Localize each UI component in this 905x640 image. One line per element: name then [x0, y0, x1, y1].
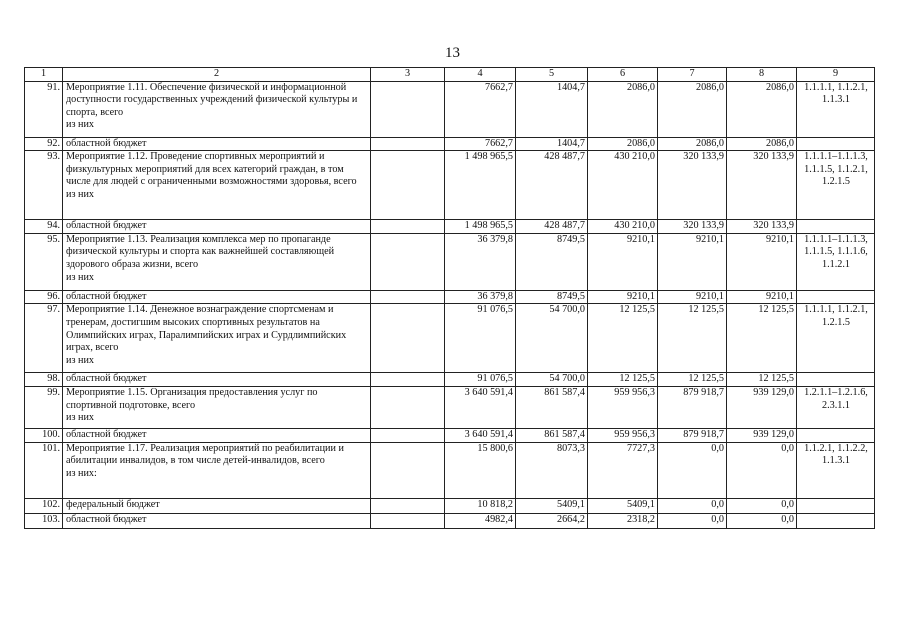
- year-4-cell: 12 125,5: [727, 373, 797, 387]
- year-1-cell: 1404,7: [516, 137, 588, 151]
- indicator-ref-cell: 1.1.1.1–1.1.1.3, 1.1.1.5, 1.1.2.1, 1.2.1.5: [797, 151, 875, 220]
- total-cell: 3 640 591,4: [445, 386, 516, 428]
- year-1-cell: 54 700,0: [516, 304, 588, 373]
- year-3-cell: 0,0: [658, 513, 727, 528]
- year-3-cell: 879 918,7: [658, 428, 727, 442]
- year-2-cell: 430 210,0: [588, 220, 658, 234]
- indicator-ref-cell: [797, 137, 875, 151]
- year-1-cell: 8073,3: [516, 442, 588, 498]
- year-4-cell: 939 129,0: [727, 386, 797, 428]
- year-4-cell: 939 129,0: [727, 428, 797, 442]
- table-row: [25, 428, 875, 442]
- indicator-ref-cell: [797, 498, 875, 513]
- total-cell: 15 800,6: [445, 442, 516, 498]
- year-2-cell: 2086,0: [588, 137, 658, 151]
- total-cell: 3 640 591,4: [445, 428, 516, 442]
- year-2-cell: 7727,3: [588, 442, 658, 498]
- item-name-cell: областной бюджет: [63, 373, 371, 387]
- year-2-cell: 959 956,3: [588, 386, 658, 428]
- row-number-cell: 100.: [25, 428, 63, 442]
- item-name-cell: областной бюджет: [63, 137, 371, 151]
- table-row: [25, 442, 875, 498]
- column-header: 8: [727, 68, 797, 82]
- year-3-cell: 9210,1: [658, 290, 727, 304]
- table-row: [25, 220, 875, 234]
- year-3-cell: 320 133,9: [658, 151, 727, 220]
- item-name-cell: Мероприятие 1.11. Обеспечение физической и информационной доступности государственных учреждений физической культуры и спорта, всего из них: [63, 81, 371, 137]
- indicator-ref-cell: 1.1.1.1–1.1.1.3, 1.1.1.5, 1.1.1.6, 1.1.2.1: [797, 233, 875, 290]
- item-name-cell: областной бюджет: [63, 290, 371, 304]
- table-row: [25, 513, 875, 528]
- total-cell: 91 076,5: [445, 304, 516, 373]
- year-3-cell: 9210,1: [658, 233, 727, 290]
- total-cell: 10 818,2: [445, 498, 516, 513]
- item-name-cell: федеральный бюджет: [63, 498, 371, 513]
- year-3-cell: 2086,0: [658, 137, 727, 151]
- indicator-ref-cell: [797, 513, 875, 528]
- year-2-cell: 9210,1: [588, 290, 658, 304]
- year-4-cell: 0,0: [727, 513, 797, 528]
- total-cell: 91 076,5: [445, 373, 516, 387]
- year-3-cell: 0,0: [658, 498, 727, 513]
- row-number-cell: 96.: [25, 290, 63, 304]
- column-3-cell: [371, 81, 445, 137]
- column-3-cell: [371, 513, 445, 528]
- row-number-cell: 99.: [25, 386, 63, 428]
- year-4-cell: 0,0: [727, 442, 797, 498]
- year-1-cell: 428 487,7: [516, 220, 588, 234]
- year-1-cell: 8749,5: [516, 290, 588, 304]
- total-cell: 4982,4: [445, 513, 516, 528]
- year-1-cell: 8749,5: [516, 233, 588, 290]
- total-cell: 1 498 965,5: [445, 151, 516, 220]
- total-cell: 7662,7: [445, 137, 516, 151]
- row-number-cell: 97.: [25, 304, 63, 373]
- row-number-cell: 94.: [25, 220, 63, 234]
- indicator-ref-cell: [797, 373, 875, 387]
- indicator-ref-cell: 1.1.1.1, 1.1.2.1, 1.2.1.5: [797, 304, 875, 373]
- year-3-cell: 320 133,9: [658, 220, 727, 234]
- column-header: 4: [445, 68, 516, 82]
- year-1-cell: 428 487,7: [516, 151, 588, 220]
- item-name-cell: Мероприятие 1.13. Реализация комплекса мер по пропаганде физической культуры и спорта как важнейшей составляющей здорового образа жизни, всего из них: [63, 233, 371, 290]
- year-2-cell: 12 125,5: [588, 304, 658, 373]
- total-cell: 36 379,8: [445, 233, 516, 290]
- row-number-cell: 101.: [25, 442, 63, 498]
- column-header: 6: [588, 68, 658, 82]
- budget-table: [24, 67, 875, 529]
- table-row: [25, 137, 875, 151]
- column-3-cell: [371, 233, 445, 290]
- column-header: 1: [25, 68, 63, 82]
- total-cell: 36 379,8: [445, 290, 516, 304]
- year-4-cell: 9210,1: [727, 290, 797, 304]
- year-1-cell: 1404,7: [516, 81, 588, 137]
- column-number-row: [25, 68, 875, 82]
- item-name-cell: Мероприятие 1.12. Проведение спортивных мероприятий и физкультурных мероприятий для всех категорий граждан, в том числе для людей с ограниченными возможностями здоровья, всего из них: [63, 151, 371, 220]
- page-number: 13: [445, 45, 460, 61]
- year-4-cell: 0,0: [727, 498, 797, 513]
- indicator-ref-cell: 1.1.2.1, 1.1.2.2, 1.1.3.1: [797, 442, 875, 498]
- year-1-cell: 861 587,4: [516, 386, 588, 428]
- year-1-cell: 5409,1: [516, 498, 588, 513]
- column-header: 5: [516, 68, 588, 82]
- column-3-cell: [371, 151, 445, 220]
- table-row: [25, 386, 875, 428]
- year-3-cell: 0,0: [658, 442, 727, 498]
- total-cell: 1 498 965,5: [445, 220, 516, 234]
- table-row: [25, 498, 875, 513]
- year-1-cell: 2664,2: [516, 513, 588, 528]
- row-number-cell: 102.: [25, 498, 63, 513]
- indicator-ref-cell: 1.1.1.1, 1.1.2.1, 1.1.3.1: [797, 81, 875, 137]
- year-2-cell: 2086,0: [588, 81, 658, 137]
- table-row: [25, 233, 875, 290]
- year-2-cell: 9210,1: [588, 233, 658, 290]
- year-2-cell: 959 956,3: [588, 428, 658, 442]
- item-name-cell: областной бюджет: [63, 513, 371, 528]
- row-number-cell: 95.: [25, 233, 63, 290]
- item-name-cell: Мероприятие 1.14. Денежное вознаграждение спортсменам и тренерам, достигшим высоких спортивных результатов на Олимпийских играх, Паралимпийских играх и Сурдлимпийских играх, всего из них: [63, 304, 371, 373]
- year-4-cell: 2086,0: [727, 81, 797, 137]
- indicator-ref-cell: [797, 220, 875, 234]
- year-3-cell: 879 918,7: [658, 386, 727, 428]
- column-3-cell: [371, 137, 445, 151]
- item-name-cell: областной бюджет: [63, 220, 371, 234]
- table-row: [25, 81, 875, 137]
- row-number-cell: 91.: [25, 81, 63, 137]
- table-row: [25, 151, 875, 220]
- indicator-ref-cell: [797, 290, 875, 304]
- column-3-cell: [371, 290, 445, 304]
- table-row: [25, 304, 875, 373]
- column-header: 3: [371, 68, 445, 82]
- indicator-ref-cell: [797, 428, 875, 442]
- year-4-cell: 2086,0: [727, 137, 797, 151]
- column-3-cell: [371, 220, 445, 234]
- item-name-cell: областной бюджет: [63, 428, 371, 442]
- item-name-cell: Мероприятие 1.15. Организация предоставления услуг по спортивной подготовке, всего из них: [63, 386, 371, 428]
- column-3-cell: [371, 304, 445, 373]
- year-4-cell: 9210,1: [727, 233, 797, 290]
- year-4-cell: 12 125,5: [727, 304, 797, 373]
- row-number-cell: 98.: [25, 373, 63, 387]
- year-2-cell: 12 125,5: [588, 373, 658, 387]
- year-4-cell: 320 133,9: [727, 151, 797, 220]
- column-header: 7: [658, 68, 727, 82]
- indicator-ref-cell: 1.2.1.1–1.2.1.6, 2.3.1.1: [797, 386, 875, 428]
- year-4-cell: 320 133,9: [727, 220, 797, 234]
- year-1-cell: 54 700,0: [516, 373, 588, 387]
- column-3-cell: [371, 442, 445, 498]
- column-3-cell: [371, 498, 445, 513]
- table-row: [25, 290, 875, 304]
- column-3-cell: [371, 373, 445, 387]
- year-2-cell: 430 210,0: [588, 151, 658, 220]
- year-2-cell: 2318,2: [588, 513, 658, 528]
- year-3-cell: 12 125,5: [658, 304, 727, 373]
- row-number-cell: 92.: [25, 137, 63, 151]
- table-row: [25, 373, 875, 387]
- column-3-cell: [371, 428, 445, 442]
- year-1-cell: 861 587,4: [516, 428, 588, 442]
- row-number-cell: 103.: [25, 513, 63, 528]
- year-2-cell: 5409,1: [588, 498, 658, 513]
- item-name-cell: Мероприятие 1.17. Реализация мероприятий по реабилитации и абилитации инвалидов, в том числе детей-инвалидов, всего из них:: [63, 442, 371, 498]
- column-header: 2: [63, 68, 371, 82]
- column-3-cell: [371, 386, 445, 428]
- total-cell: 7662,7: [445, 81, 516, 137]
- row-number-cell: 93.: [25, 151, 63, 220]
- year-3-cell: 12 125,5: [658, 373, 727, 387]
- column-header: 9: [797, 68, 875, 82]
- year-3-cell: 2086,0: [658, 81, 727, 137]
